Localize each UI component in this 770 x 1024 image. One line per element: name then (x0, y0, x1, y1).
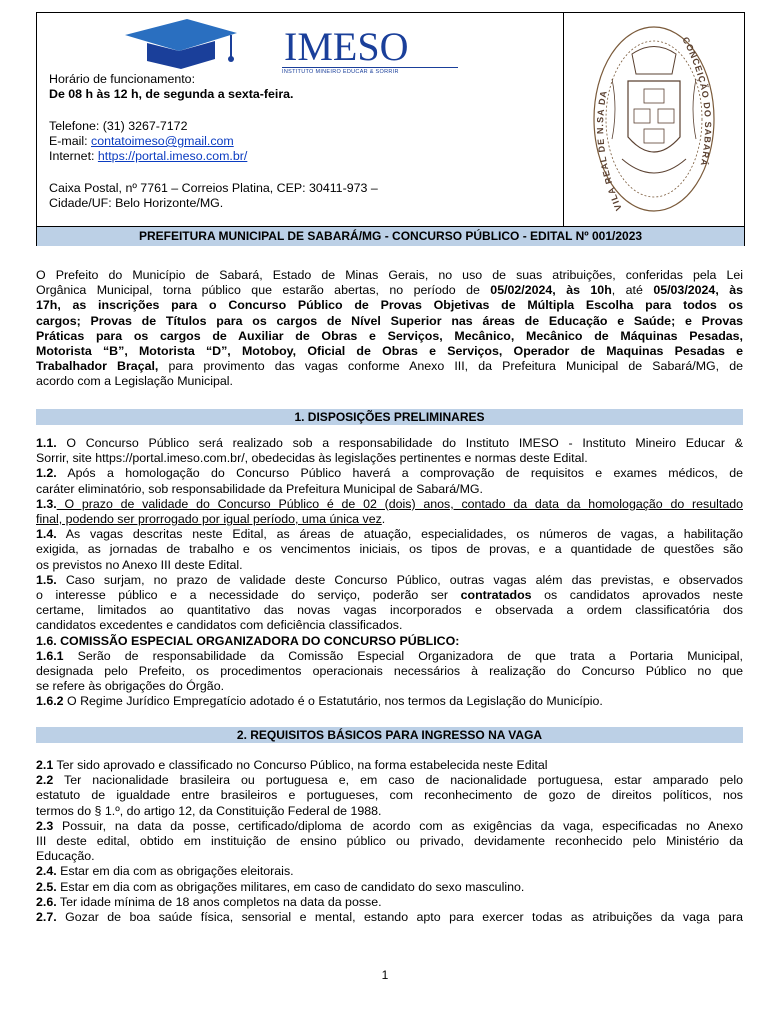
intro-line: Práticas para os cargos de Auxiliar de Obras e Serviços, Mecânico, Mecânico de Máquinas Pesadas, (36, 328, 743, 343)
clause-2-2: 2.2 Ter nacionalidade brasileira ou portuguesa e, em caso de nacionalidade portuguesa, estar amparado pelo (36, 773, 743, 788)
clause-line: final, podendo ser prorrogado por igual período, uma única vez. (36, 512, 386, 527)
clause-1-6-2: 1.6.2 O Regime Jurídico Empregatício adotado é o Estatutário, nos termos da Legislação do Município. (36, 694, 603, 709)
section-1-body (36, 436, 743, 710)
edital-title-band: PREFEITURA MUNICIPAL DE SABARÁ/MG - CONCURSO PÚBLICO - EDITAL Nº 001/2023 (37, 226, 744, 246)
clause-line: termos do § 1.º, do artigo 12, da Constituição Federal de 1988. (36, 803, 382, 818)
intro-line: acordo com a Legislação Municipal. (36, 374, 233, 389)
clause-1-6-1: 1.6.1 Serão de responsabilidade da Comissão Especial Organizadora de que trata a Portaria Municipal, (36, 648, 743, 663)
hours-value: De 08 h às 12 h, de segunda a sexta-feira. (49, 87, 294, 101)
clause-line: designada pelo Prefeito, os procedimentos operacionais necessários à realização do Concurso Público no que (36, 664, 743, 679)
clause-1-5: 1.5. Caso surjam, no prazo de validade deste Concurso Público, outras vagas além das previstas, e observados (36, 572, 743, 587)
imeso-logo (119, 17, 409, 75)
intro-line: O Prefeito do Município de Sabará, Estado de Minas Gerais, no uso de suas atribuições, conferidas pela Lei (36, 268, 743, 282)
clause-line: o interesse público e a necessidade do serviço, poderão ser contratados os candidatos aprovados neste (36, 588, 744, 603)
clause-line: candidatos excedentes e candidatos com deficiência classificados. (36, 618, 403, 633)
seal-text-right: CONCEIÇÃO DO SABARÁ (680, 35, 714, 168)
clause-line: Sorrir, site https://portal.imeso.com.br/, obedecidas às legislações pertinentes e normas deste Edital. (36, 451, 588, 466)
clause-line: os previstos no Anexo III deste Edital. (36, 557, 243, 572)
seal-text-left: VILA REAL DE N.SA DA (595, 89, 624, 213)
postal-line-1: Caixa Postal, nº 7761 – Correios Platina, CEP: 30411-973 – (49, 181, 378, 195)
clause-1-6-heading: 1.6. COMISSÃO ESPECIAL ORGANIZADORA DO CONCURSO PÚBLICO: (36, 633, 460, 648)
section-2-heading: 2. REQUISITOS BÁSICOS PARA INGRESSO NA VAGA (36, 727, 743, 743)
hours-label: Horário de funcionamento: (49, 72, 196, 86)
clause-1-1: 1.1. O Concurso Público será realizado sob a responsabilidade do Instituto IMESO - Instituto Mineiro Educar & (36, 436, 743, 450)
clause-line: estatuto de igualdade entre brasileiros e portugueses, com reconhecimento de gozo de direitos políticos, nos (36, 788, 743, 803)
internet-line (49, 149, 247, 164)
intro-line: 17h, as inscrições para o Concurso Público de Provas Objetivas de Múltipla Escolha para todos os (36, 298, 743, 313)
email-link[interactable]: contatoimeso@gmail.com (91, 134, 234, 148)
clause-line: exigida, as jornadas de trabalho e os vencimentos iniciais, os tipos de provas, e a quantidade de questões são (36, 542, 743, 557)
website-link[interactable]: https://portal.imeso.com.br/ (97, 149, 248, 163)
header-info-cell (37, 13, 563, 226)
email-line (49, 134, 234, 149)
intro-line: cargos; Provas de Títulos para os cargos de Nível Superior nas áreas de Educação e Saúde; e Provas (36, 313, 743, 328)
clause-1-2: 1.2. Após a homologação do Concurso Público haverá a comprovação de requisitos e exames médicos, de (36, 466, 743, 481)
clause-2-6: 2.6. Ter idade mínima de 18 anos completos na data da posse. (36, 894, 382, 909)
intro-paragraph (36, 268, 743, 390)
clause-line: certame, limitados ao quantitativo das novas vagas incorporados e observada a ordem classificatória dos (36, 603, 743, 618)
clause-2-1: 2.1 Ter sido aprovado e classificado no Concurso Público, na forma estabelecida neste Edital (36, 758, 548, 772)
logo-subtitle: INSTITUTO MINEIRO EDUCAR & SORRIR (282, 67, 458, 75)
postal-line-2: Cidade/UF: Belo Horizonte/MG. (49, 196, 224, 210)
logo-wordmark: IMESO (284, 24, 409, 69)
phone-text: Telefone: (31) 3267-7172 (49, 119, 188, 133)
clause-2-4: 2.4. Estar em dia com as obrigações eleitorais. (36, 864, 294, 879)
clause-2-5: 2.5. Estar em dia com as obrigações militares, em caso de candidato do sexo masculino. (36, 879, 525, 894)
section-1-heading: 1. DISPOSIÇÕES PRELIMINARES (36, 409, 743, 425)
clause-1-3: 1.3. O prazo de validade do Concurso Público é de 02 (dois) anos, contado da data da homologação do resultado (36, 496, 743, 511)
municipal-seal (582, 19, 726, 219)
svg-text:CONCEIÇÃO DO SABARÁ (680, 35, 713, 167)
email-label: E-mail: (49, 134, 91, 148)
internet-label: Internet: (49, 149, 98, 163)
clause-1-4: 1.4. As vagas descritas neste Edital, as áreas de atuação, especialidades, os números de vagas, a habilitação (36, 527, 743, 542)
clause-line: caráter eliminatório, sob responsabilidade da Prefeitura Municipal de Sabará/MG. (36, 481, 483, 496)
clause-line: se refere às obrigações do Órgão. (36, 679, 225, 694)
section-2-body (36, 758, 743, 925)
clause-line: III deste edital, obtido em instituição de ensino público ou privado, devidamente reconhecido pelo Ministério da (36, 834, 743, 849)
intro-line: Motorista “B”, Motorista “D”, Motoboy, Oficial de Obras e Serviços, Operador de Maquinas Pesadas e (36, 344, 743, 359)
intro-line: Orgânica Municipal, torna público que estarão abertas, no período de 05/02/2024, às 10h, até 05/03/2024, às (36, 283, 743, 298)
clause-line: Educação. (36, 849, 95, 864)
page-number: 1 (381, 968, 389, 982)
header-box (36, 12, 745, 246)
clause-2-3: 2.3 Possuir, na data da posse, certificado/diploma de acordo com as exigências da vaga, especificadas no Anexo (36, 818, 743, 833)
header-seal-cell (563, 13, 745, 226)
clause-2-7: 2.7. Gozar de boa saúde física, sensorial e mental, estando apto para exercer todas as atribuições da vaga para (36, 910, 743, 925)
intro-line: Trabalhador Braçal, para provimento das vagas conforme Anexo III, da Prefeitura Municipal de Sabará/MG, de (36, 359, 743, 374)
